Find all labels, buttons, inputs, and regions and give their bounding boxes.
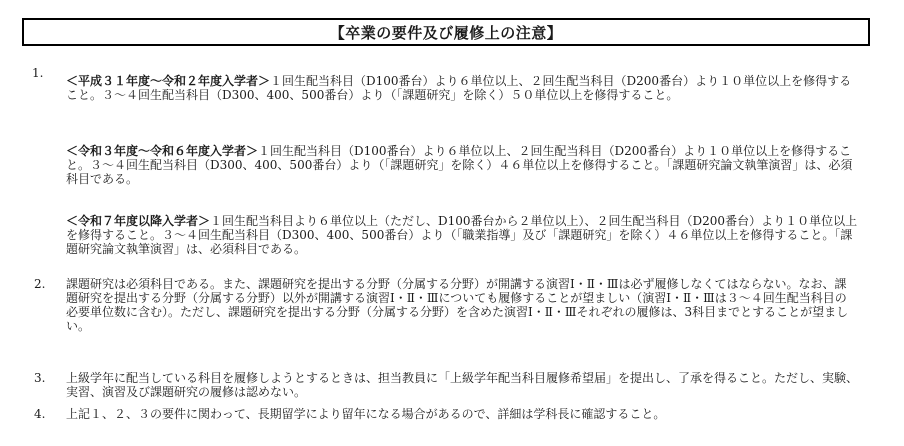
item-1-para-1-heading: ＜平成３１年度～令和２年度入学者＞ <box>66 74 271 88</box>
item-2-text: 課題研究は必須科目である。また、課題研究を提出する分野（分属する分野）が開講する演習Ⅰ・Ⅱ・Ⅲは必ず履修しなくてはならない。なお、課題研究を提出する分野（分属する分野）以外が開講する演習Ⅰ・Ⅱ・Ⅲについても履修することが望ましい（演習Ⅰ・Ⅱ・Ⅲは３～４回生配当科目の必要単位数に含む）。ただし、課題研究を提出する分野（分属する分野）を含めた演習Ⅰ・Ⅱ・Ⅲそれぞれの履修は、3科目までとすることが望ましい。 <box>66 277 849 333</box>
title-box <box>22 18 870 46</box>
item-4-text: 上記１、２、３の要件に関わって、長期留学により留年になる場合があるので、詳細は学科長に確認すること。 <box>66 407 666 421</box>
item-1-para-3-text: １回生配当科目より６単位以上（ただし、D100番台から２単位以上）、２回生配当科目（D200番台）より１０単位以上を修得すること。３～４回生配当科目（D300、400、500番台）より（「職業指導」及び「課題研究」を除く）４６単位以上を修得すること。「課題研究論文執筆演習」は、必須科目である。 <box>66 214 858 256</box>
item-3-number: 3. <box>34 371 46 385</box>
item-3-text: 上級学年に配当している科目を履修しようとするときは、担当教員に「上級学年配当科目履修希望届」を提出し、了承を得ること。ただし、実験、実習、演習及び課題研究の履修は認めない。 <box>66 371 859 399</box>
item-1-para-2-heading: ＜令和３年度～令和６年度入学者＞ <box>66 144 259 158</box>
item-4-number: 4. <box>34 407 46 421</box>
item-1-number: 1. <box>32 66 44 80</box>
item-1-para-1-text: １回生配当科目（D100番台）より６単位以上、２回生配当科目（D200番台）より１０単位以上を修得すること。３～４回生配当科目（D300、400、500番台）より（「課題研究」を除く）５０単位以上を修得すること。 <box>66 74 852 102</box>
item-1-para-3-heading: ＜令和７年度以降入学者＞ <box>66 214 211 228</box>
page-title: 【卒業の要件及び履修上の注意】 <box>329 23 563 42</box>
item-1-para-2 <box>66 144 858 186</box>
item-1-para-2-text: １回生配当科目（D100番台）より６単位以上、２回生配当科目（D200番台）より１０単位以上を修得すること。３～４回生配当科目（D300、400、500番台）より（「課題研究」を除く）４６単位以上を修得すること。「課題研究論文執筆演習」は、必須科目である。 <box>66 144 853 186</box>
item-2-number: 2. <box>34 277 46 291</box>
item-1-para-1 <box>66 74 858 102</box>
item-1-para-3 <box>66 214 858 256</box>
